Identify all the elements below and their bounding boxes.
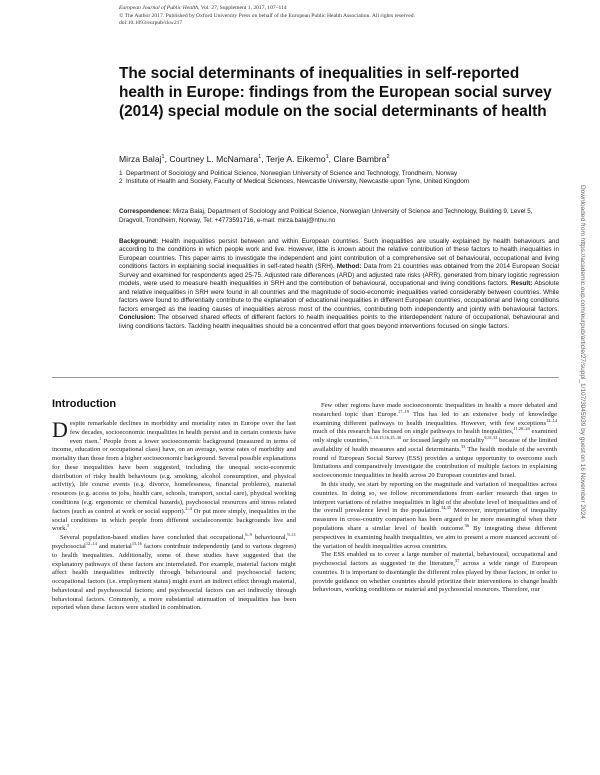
author[interactable]: Mirza Balaj$^1$ [119, 153, 165, 164]
section-divider [52, 377, 559, 378]
affiliation: 1 Department of Sociology and Political Science, Norwegian University of Science and Technology, Trondheim, Norway [119, 170, 458, 177]
paragraph: Several population-based studies have concluded that occupational,$^{6-9}$ behavioural,$^{9-11}$ psychosocial$^{12-14}$ and material$^{15,16}$ factors contribute independently (and to various degrees) to health inequalities. Additionally, some of these studies have suggested that the explanatory pathways of these factors are interrelated. For example, material factors might affect health inequalities indirectly through behavioural and psychosocial factors; occupational factors (i.e. employment status) might exert an indirect effect through material, behavioural and psychosocial factors; and psychosocial factors can act indirectly through behavioural factors. Commonly, a more substantial attenuation of inequalities has been reported when these factors were studied in combination. [52, 531, 296, 612]
paragraph: The ESS enabled us to cover a large number of material, behavioural, occupational and psychosocial factors as suggested in the literature,$^{37}$ across a wide range of European countries. It is important to disentangle the different roles played by these factors, in order to provide guidance on whether countries should prioritize their interventions to change health behaviours, working conditions or material and psychosocial resources. Therefore, our [313, 551, 557, 594]
doi-line[interactable]: doi:10.1093/eurpub/ckw217 [119, 20, 183, 27]
author[interactable]: Terje A. Eikemo$^1$ [265, 153, 329, 164]
download-watermark [578, 185, 588, 745]
author[interactable]: Clare Bambra$^2$ [333, 153, 390, 164]
watermark-text: Downloaded from https://academic.oup.com/eurpub/article/27/suppl_1/107/3045939 by guest on 16 November 2024 [579, 185, 586, 519]
copyright-line: © The Author 2017. Published by Oxford University Press on behalf of the European Public Health Association. All rights reserved. [119, 12, 415, 19]
article-title: The social determinants of inequalities in self-reported health in Europe: findings from the European social survey (2014) special module on the social determinants of health [119, 65, 552, 120]
drop-cap: D [52, 417, 68, 442]
journal-name: European Journal of Public Health, [119, 5, 200, 11]
paragraph: Few other regions have made socioeconomic inequalities in health a more debated and researched topic than Europe.$^{17-19}$ This has led to an extensive body of knowledge examining different pathways to health inequalities. However, with few exceptions$^{12-14}$ much of this research has focused on single pathways to health inequalities,$^{11,20-24}$ examined only single countries,$^{6-10,15,16,25-30}$ or focused largely on mortality$^{9,31,32}$ because of the limited availability of health measures and social determinants.$^{33}$ The health module of the seventh round of European Social Survey (ESS) provides a unique opportunity to overcome such limitations and comparatively investigate the contribution of multiple factors in explaining socioeconomic inequalities in health across 20 European countries and Israel. [313, 402, 558, 480]
affiliation: 2 Institute of Health and Society, Faculty of Medical Sciences, Newcastle University, Newcastle upon Tyne, United Kingdom [119, 178, 470, 186]
body-column-right [313, 402, 557, 595]
correspondence [119, 208, 559, 225]
abstract: Background: Health inequalities persist between and within European countries. Such inequalities are usually explained by health behaviours and according to the conditions in which people work and live. However, little is known about the relative contribution of these factors to health inequalities in European countries. This paper aims to investigate the independent and joint contribution of a comprehensive set of behavioural, occupational and living conditions factors in explaining social inequalities in self-rated health (SRH). Method: Data from 21 countries was obtained from the 2014 European Social Survey and examined for respondents aged 25-75. Adjusted rate differences (ARD) and adjusted rate risks (ARR), generated from binary logistic regression models, were used to measure health inequalities in SRH and the contribution of behavioural, occupational and living conditions factors. Result: Absolute and relative inequalities in SRH were found in all countries and the magnitude of socio-economic inequalities varied considerably between countries. While factors were found to differentially contribute to the explanation of educational inequalities in different European countries, occupational and living conditions factors emerged as the leading causes of inequalities across most of the countries, contributing both independently and jointly with behavioural factors. Conclusion: The observed shared effects of different factors to health inequalities points to the interdependent nature of occupational, behavioural and living conditions factors. Tackling health inequalities should be a concentred effort that goes beyond interventions focused on single factors. [119, 238, 559, 330]
paragraph: Despite remarkable declines in morbidity and mortality rates in Europe over the last few decades, socioeconomic inequalities in health persist and in certain contexts have even risen.$^1$ People from a lower socioeconomic background (measured in terms of income, education or occupational class) have, on an average, worse rates of morbidity and mortality than those from a higher socioeconomic background. Several possible explanations for these inequalities have been suggested, including the unequal socio-economic distribution of risky health behaviours (e.g. smoking, alcohol consumption, and physical activity), life course events (e.g. divorce, homelessness, financial problems), material resources (e.g. access to jobs, health care, schools, transport, social care), physical working conditions (e.g. ergonomic or chemical hazards), psychosocial resources and stress related factors (such as control at work or social support).$^{2-4}$ Or put more simply, inequalities in the social conditions in which people from different socialeconomic backgrounds live and work.$^5$ [52, 417, 297, 533]
journal-header [119, 5, 559, 28]
correspondence-text: Mirza Balaj, Department of Sociology and Political Science, Norwegian University of Science and Technology, Building 9, Level 5, Dragvoll, Trondheim, Norway, Tel: +4773591716, e-mail: mirza.balaj@ntnu.no [119, 208, 533, 224]
journal-citation: Vol. 27, Supplement 1, 2017, 107–114 [200, 5, 287, 11]
affiliations [119, 170, 559, 187]
correspondence-label: Correspondence: [119, 208, 172, 215]
author[interactable]: Courtney L. McNamara$^1$ [169, 153, 262, 164]
section-heading-introduction: Introduction [52, 398, 117, 410]
journal-citation-line [119, 5, 559, 13]
body-column-left [52, 417, 297, 613]
author-list: Mirza Balaj$^1$, Courtney L. McNamara$^1$, Terje A. Eikemo$^1$, Clare Bambra$^2$ [119, 153, 390, 164]
paragraph: In this study, we start by reporting on the magnitude and variation of inequalities across countries. In doing so, we follow recommendations from earlier research that urges to interpret variations of relative inequalities in light of the absolute level of inequalities and of the overall prevalence level in the population.$^{34,35}$ Moreover, interpretation of inequality measures in cross-country comparison has been argued to be more meaningful when their populations share a similar level of health outcome.$^{36}$ By integrating these different perspectives in examining health inequalities, we aim to present a more nuanced account of the variation of health inequalities across countries. [313, 481, 558, 550]
